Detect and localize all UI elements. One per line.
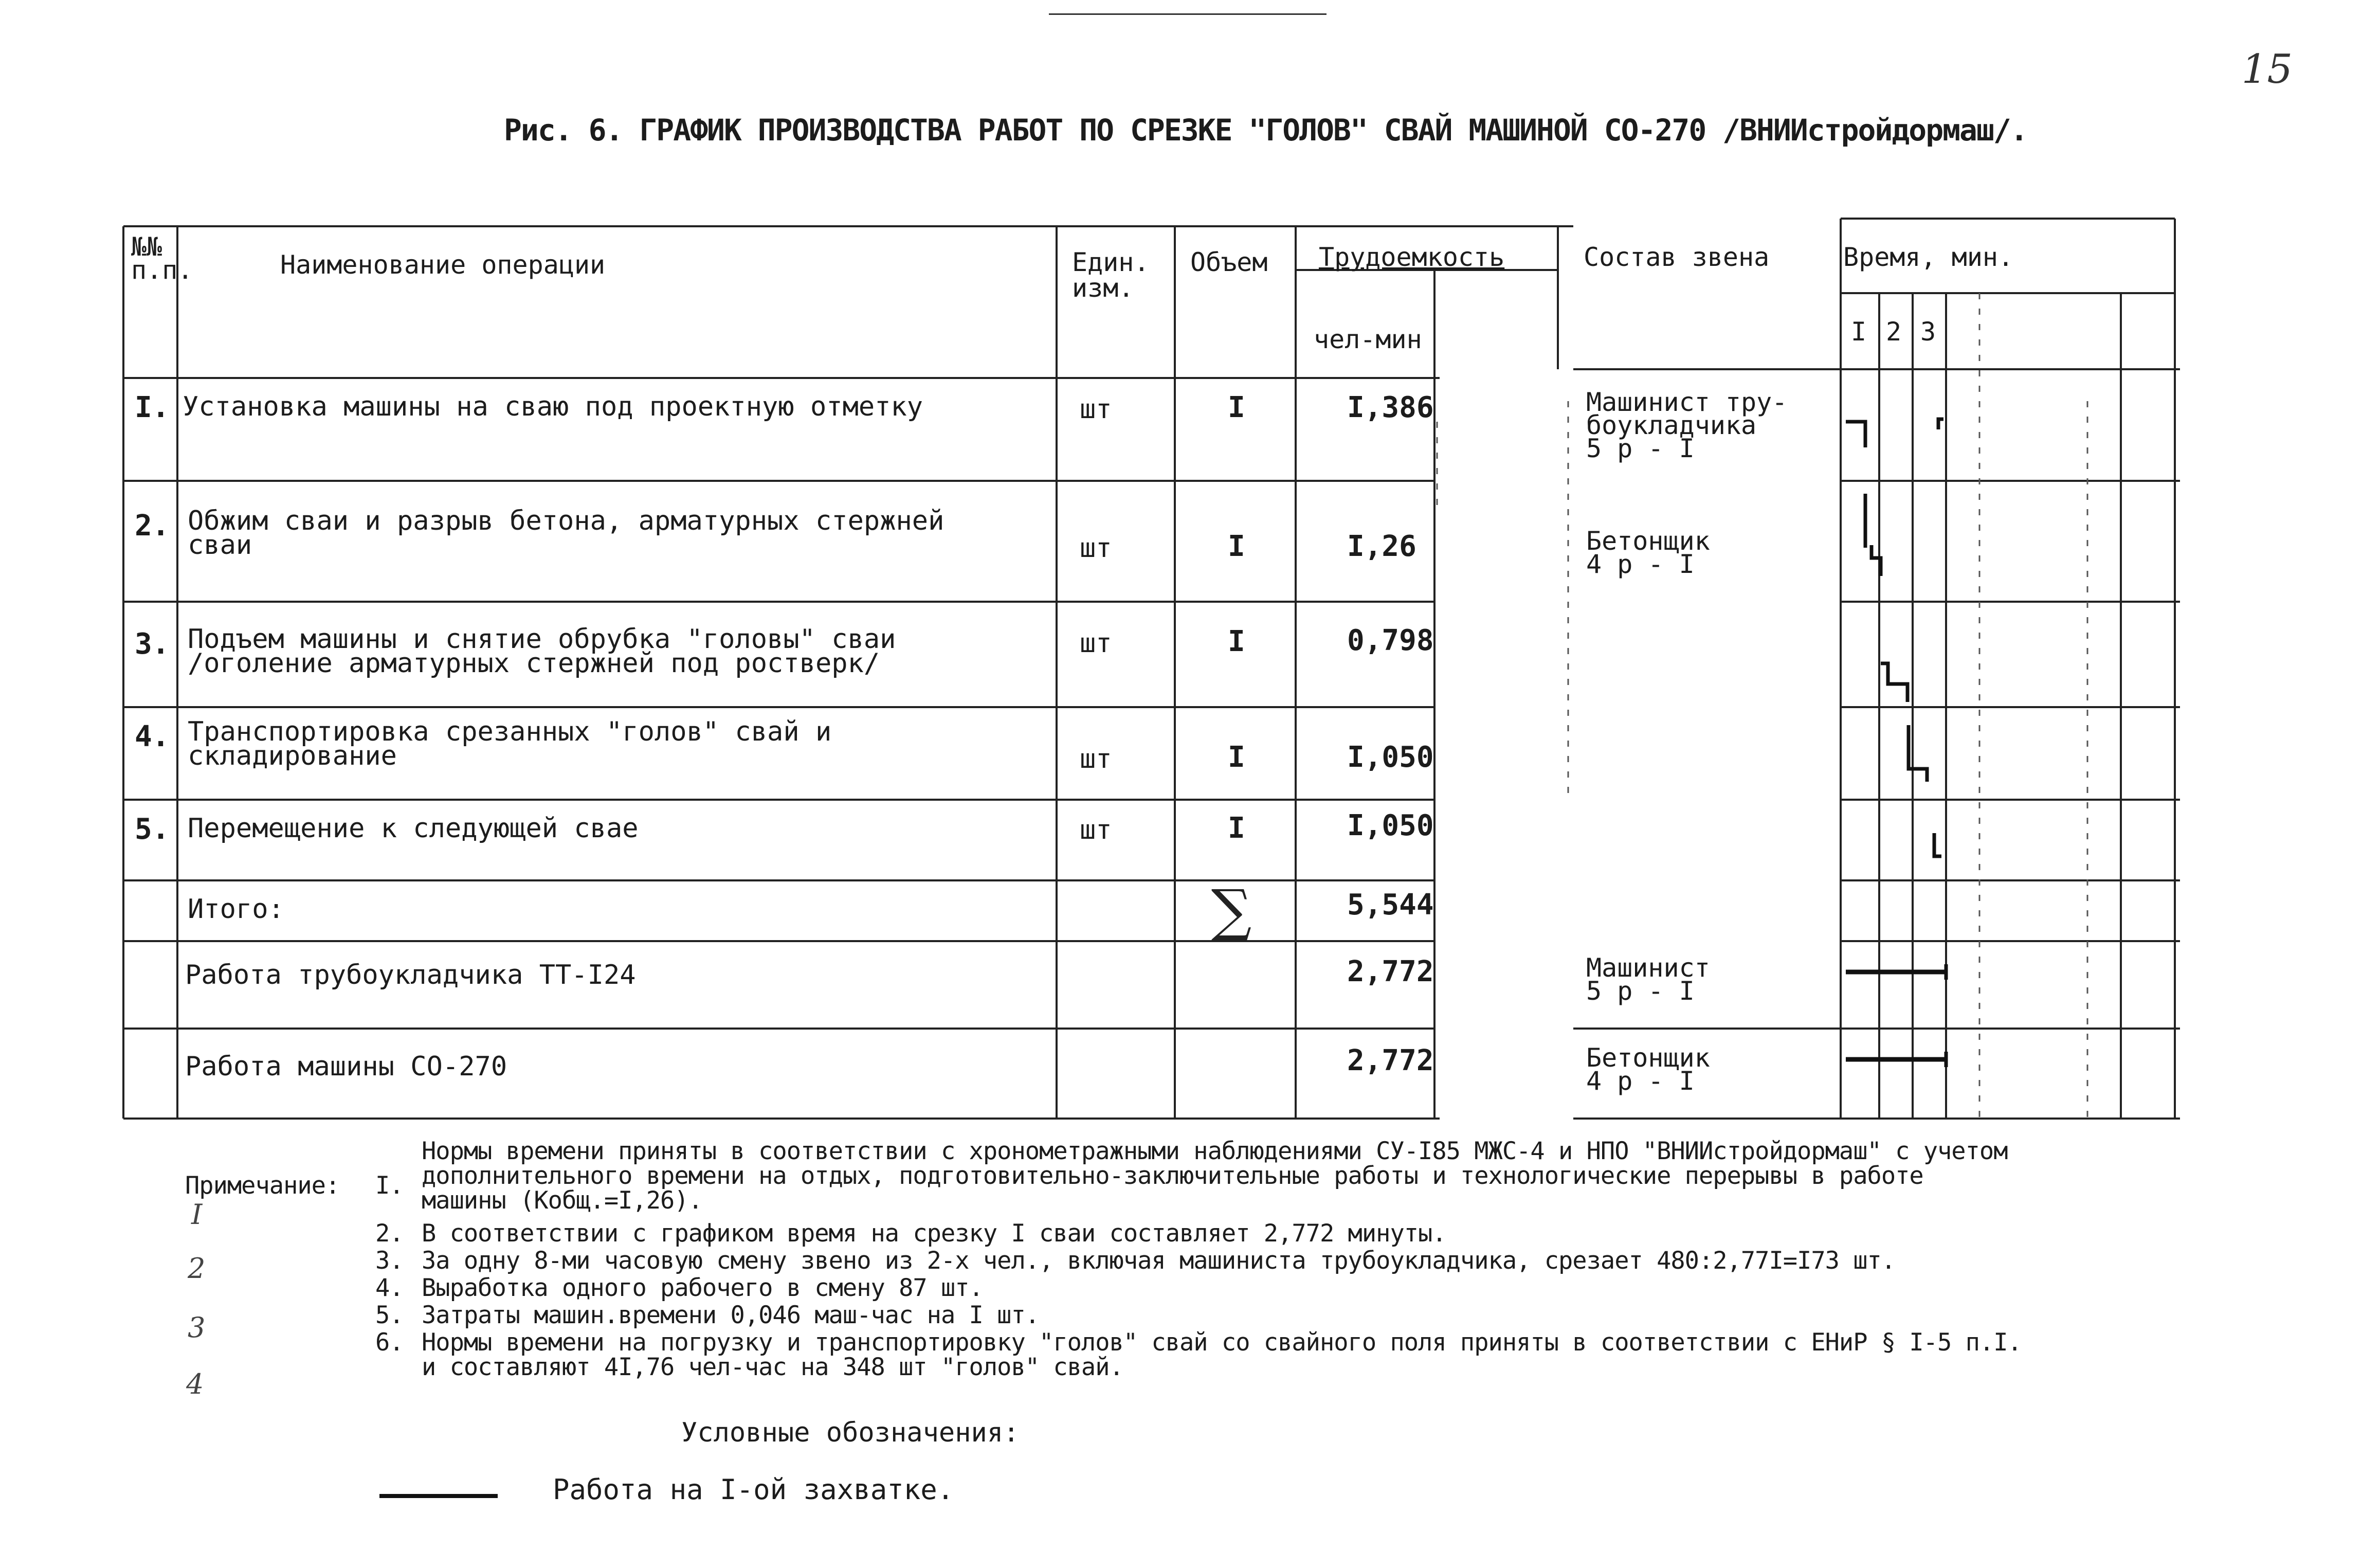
note-6-text: Нормы времени на погрузку и транспортировку "голов" свай со свайного поля приняты в соответствии с ЕНиР § I-5 п.I. и составляют 4I,76 чел-час на 348 шт "голов" свай. — [422, 1328, 2022, 1381]
row-5-num: 5. — [135, 813, 170, 846]
note-5-num: 5. — [375, 1301, 404, 1329]
header-time: Время, мин. — [1843, 242, 2014, 272]
note-6-num: 6. — [375, 1328, 404, 1357]
row-1-crew: Машинист тру- боукладчика 5 р - I — [1586, 387, 1788, 463]
row-4-operation: Транспортировка срезанных "голов" свай и складирование — [188, 716, 832, 771]
row-5-volume: I — [1228, 812, 1245, 845]
figure-title: Рис. 6. ГРАФИК ПРОИЗВОДСТВА РАБОТ ПО СРЕЗКЕ "ГОЛОВ" СВАЙ МАШИНОЙ СО-270 /ВНИИстройдормаш/. — [504, 113, 2027, 148]
header-labor-unit: чел-мин — [1314, 325, 1422, 354]
time-col-2: 2 — [1886, 317, 1902, 347]
sum-symbol: ∑ — [1211, 877, 1252, 943]
machine-row-1-operation: Работа трубоукладчика ТТ-I24 — [185, 960, 636, 990]
machine-row-2-crew: Бетонщик 4 р - I — [1586, 1043, 1710, 1096]
row-5-operation: Перемещение к следующей свае — [188, 813, 639, 844]
time-col-1: I — [1851, 317, 1867, 347]
time-col-3: 3 — [1920, 317, 1936, 347]
row-3-operation: Подъем машины и снятие обрубка "головы" сваи /оголение арматурных стержней под ростверк/ — [188, 624, 896, 679]
row-2-labor: I,26 — [1347, 530, 1416, 563]
header-operation: Наименование операции — [280, 250, 606, 280]
row-2-num: 2. — [135, 509, 170, 543]
row-4-labor: I,050 — [1347, 741, 1434, 774]
note-1-text: Нормы времени приняты в соответствии с хронометражными наблюдениями СУ-I85 МЖС-4 и НПО "ВНИИстройдормаш" с учетом дополнительного времени на отдых, подготовительно-заключительные работы и технологические перерывы в работе машины (Кобщ.=I,26). — [422, 1137, 2008, 1215]
margin-mark-4: 4 — [186, 1368, 204, 1400]
row-2-volume: I — [1228, 530, 1245, 563]
row-1-num: I. — [135, 391, 170, 424]
margin-mark-1: I — [191, 1198, 203, 1231]
page-number: 15 — [2241, 46, 2293, 93]
machine-row-2-labor: 2,772 — [1347, 1044, 1434, 1077]
row-1-labor: I,386 — [1347, 391, 1434, 424]
row-3-volume: I — [1228, 625, 1245, 658]
row-3-num: 3. — [135, 627, 170, 661]
machine-row-1-crew: Машинист 5 р - I — [1586, 953, 1710, 1006]
legend-title: Условные обозначения: — [681, 1417, 1020, 1448]
row-1-volume: I — [1228, 391, 1245, 424]
header-crew: Состав звена — [1584, 242, 1770, 272]
legend-line-sample — [379, 1494, 498, 1498]
total-label: Итого: — [188, 894, 284, 925]
row-1-operation: Установка машины на сваю под проектную отметку — [183, 391, 923, 422]
row-5-unit: шт — [1080, 815, 1112, 845]
row-4-num: 4. — [135, 720, 170, 753]
note-2-text: В соответствии с графиком время на срезку I сваи составляет 2,772 минуты. — [422, 1219, 1446, 1248]
machine-row-1-labor: 2,772 — [1347, 955, 1434, 988]
header-labor: Трудоемкость — [1319, 242, 1505, 272]
header-unit: Един. изм. — [1072, 247, 1150, 303]
header-volume: Объем — [1190, 247, 1268, 277]
note-3-num: 3. — [375, 1247, 404, 1275]
row-4-volume: I — [1228, 741, 1245, 774]
legend-label: Работа на I-ой захватке. — [553, 1473, 954, 1506]
note-4-num: 4. — [375, 1274, 404, 1302]
row-2-operation: Обжим сваи и разрыв бетона, арматурных стержней сваи — [188, 506, 944, 561]
row-1-unit: шт — [1080, 394, 1112, 425]
margin-mark-2: 2 — [188, 1252, 206, 1285]
note-5-text: Затраты машин.времени 0,046 маш-час на I шт. — [422, 1301, 1040, 1329]
row-4-unit: шт — [1080, 744, 1112, 774]
row-5-labor: I,050 — [1347, 809, 1434, 842]
row-2-crew: Бетонщик 4 р - I — [1586, 526, 1710, 579]
schedule-bars — [1846, 419, 1946, 1067]
note-1-num: I. — [375, 1171, 404, 1200]
notes-label: Примечание: — [185, 1171, 340, 1200]
header-num: №№ п.п. — [131, 232, 193, 285]
row-3-unit: шт — [1080, 628, 1112, 659]
row-3-labor: 0,798 — [1347, 624, 1434, 657]
note-4-text: Выработка одного рабочего в смену 87 шт. — [422, 1274, 983, 1302]
total-labor: 5,544 — [1347, 888, 1434, 922]
margin-mark-3: 3 — [188, 1311, 206, 1344]
row-2-unit: шт — [1080, 533, 1112, 564]
note-3-text: За одну 8-ми часовую смену звено из 2-х чел., включая машиниста трубоукладчика, срезает 480:2,77I=I73 шт. — [422, 1247, 1896, 1275]
machine-row-2-operation: Работа машины СО-270 — [185, 1051, 507, 1082]
note-2-num: 2. — [375, 1219, 404, 1248]
